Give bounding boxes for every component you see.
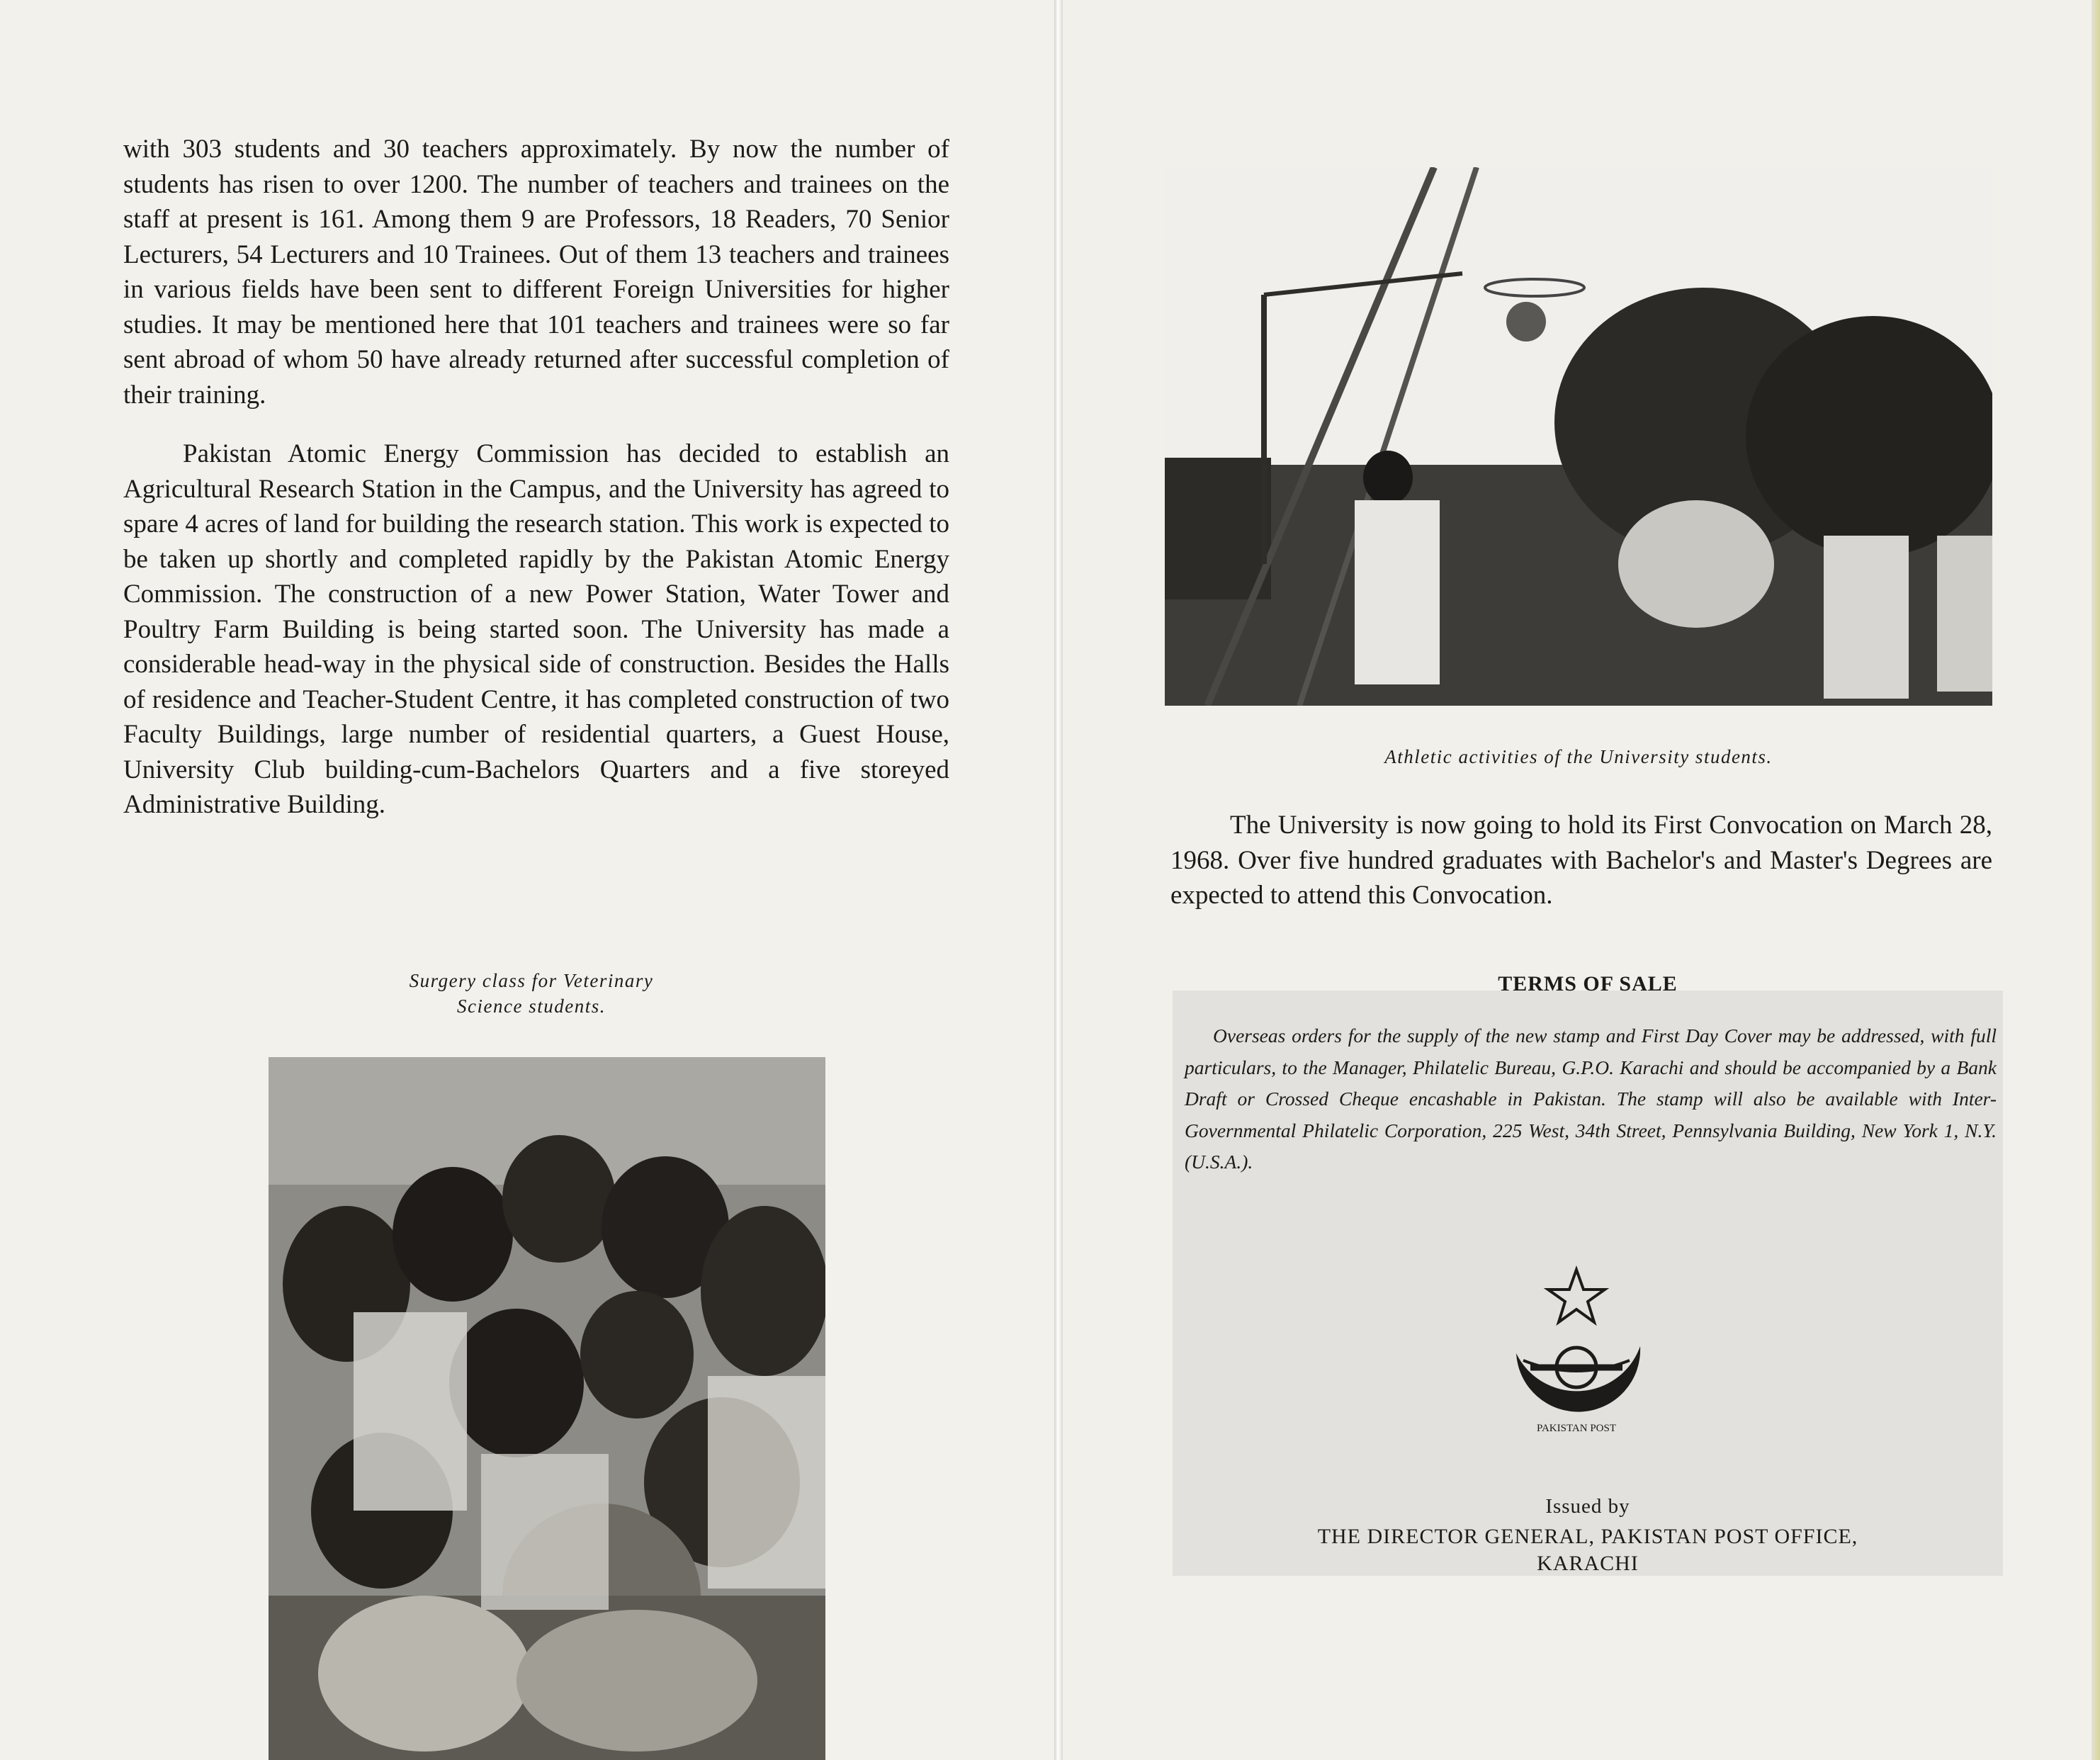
issued-by: Issued by: [1545, 1495, 1630, 1518]
convocation-text: The University is now going to hold its First Convocation on March 28, 1968. Over five hundred graduates with Bachelor's and Master's Degrees are expected to attend this Convocation.: [1170, 811, 1992, 910]
left-text-block: [123, 132, 949, 823]
pakistan-post-emblem: [1488, 1261, 1665, 1445]
convocation-paragraph: [1170, 808, 1992, 913]
athletics-photo: [1165, 167, 1992, 706]
terms-text: Overseas orders for the supply of the new stamp and First Day Cover may be addressed, with full particulars, to the Manager, Philatelic Bureau, G.P.O. Karachi and should be accompanied by a Bank Draft or Crossed Cheque encashable in Pakistan. The stamp will also be available with Inter-Governmental Philatelic Corporation, 225 West, 34th Street, Pennsylvania Building, New York 1, N.Y. (U.S.A.).: [1185, 1025, 1997, 1173]
page-edge: [2091, 0, 2100, 1760]
surgery-photo-caption: [305, 968, 758, 1019]
paragraph-atomic-energy: Pakistan Atomic Energy Commission has decided to establish an Agricultural Research Station in the Campus, and the University has agreed to spare 4 acres of land for building the research station. This work is expected to be taken up shortly and completed rapidly by the Pakistan Atomic Energy Commission. The construction of a new Power Station, Water Tower and Poultry Farm Building is being started soon. The University has made a considerable head-way in the physical side of construction. Besides the Halls of residence and Teacher-Student Centre, it has completed construction of two Faculty Buildings, large number of residential quarters, a Guest House, University Club building-cum-Bachelors Quarters and a five storeyed Administrative Building.: [123, 439, 949, 819]
svg-text:PAKISTAN POST: PAKISTAN POST: [1536, 1423, 1617, 1434]
page-fold: [1054, 0, 1063, 1760]
paragraph-students-teachers: with 303 students and 30 teachers approximately. By now the number of students has risen to over 1200. The number of teachers and trainees on the staff at present is 161. Among them 9 are Professors, 18 Readers, 70 Senior Lecturers, 54 Lecturers and 10 Trainees. Out of them 13 teachers and trainees in various fields have been sent to different Foreign Universities for higher studies. It may be mentioned here that 101 teachers and trainees were so far sent abroad of whom 50 have already returned after successful completion of their training.: [123, 135, 949, 410]
surgery-class-photo: [269, 1057, 825, 1760]
surgery-caption-line-1: Surgery class for Veterinary: [409, 970, 654, 991]
athletics-photo-caption: Athletic activities of the University students.: [1384, 746, 1773, 767]
issuer-city: KARACHI: [1537, 1552, 1639, 1575]
terms-title: TERMS OF SALE: [1498, 972, 1678, 995]
surgery-caption-line-2: Science students.: [457, 995, 606, 1017]
issuer: THE DIRECTOR GENERAL, PAKISTAN POST OFFICE,: [1317, 1525, 1858, 1548]
